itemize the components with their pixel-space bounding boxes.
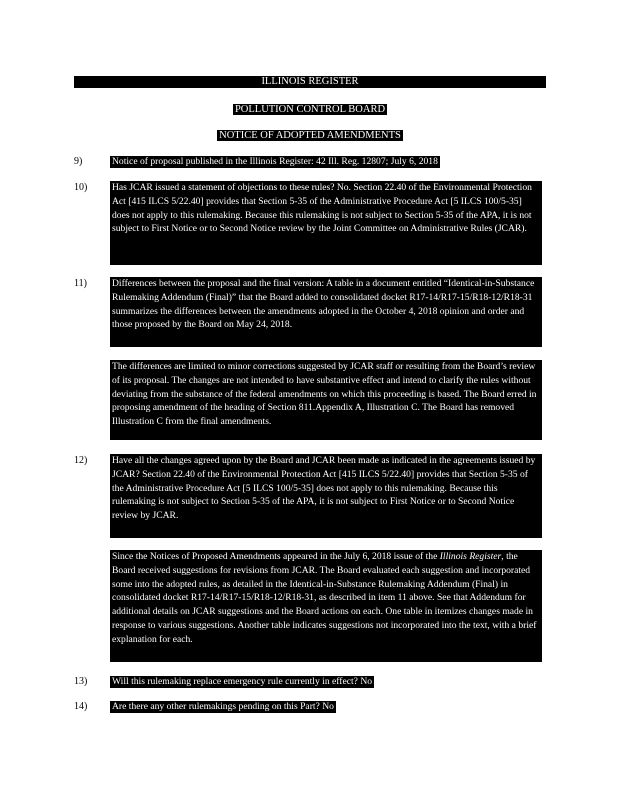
item-14-text: Are there any other rulemakings pending on this Part? No xyxy=(112,701,334,712)
register-name-italic: Illinois Register xyxy=(439,551,502,562)
register-title-text: ILLINOIS REGISTER xyxy=(261,76,359,87)
item-12-continuation xyxy=(110,550,542,662)
agency-title xyxy=(74,104,546,116)
item-13-text: Will this rulemaking replace emergency rule currently in effect? No xyxy=(112,676,373,687)
register-title xyxy=(74,76,546,88)
item-number: 14) xyxy=(74,701,88,712)
continuation-text-part: , the Board received suggestions for revisions from JCAR. The Board evaluated each suggestion and incorporated some into the adopted rules, as detailed in the Identical-in-Substance Rulemaking Addendum (Final) in consolidated docket R17-14/R17-15/R18-12/R18-31, as described in item 11 above. See that Addendum for additional details on JCAR suggestions and the Board actions on each. One table in itemizes changes made in response to various suggestions. Another table indicates suggestions not incorporated into the text, with a brief explanation for each. xyxy=(112,551,537,645)
item-12-text: Have all the changes agreed upon by the Board and JCAR been made as indicated in the agreements issued by JCAR? Section 22.40 of the Environmental Protection Act [415 ILCS 5/22.40] provides that Section 5-35 of the Administrative Procedure Act [5 ILCS 100/5-35] does not apply to this rulemaking. Because this rulemaking is not subject to Section 5-35 of the APA, it is not subject to First Notice or to Second Notice review by JCAR. xyxy=(110,454,542,538)
item-11-continuation: The differences are limited to minor corrections suggested by JCAR staff or resulting from the Board’s review of its proposal. The changes are not intended to have substantive effect and intend to clarify the rules without deviating from the substance of the federal amendments on which this proceeding is based. The Board erred in proposing amendment of the heading of Section 811.Appendix A, Illustration C. The Board has removed Illustration C from the final amendments. xyxy=(110,360,542,440)
notice-title xyxy=(74,130,546,142)
item-number: 10) xyxy=(74,182,88,193)
item-number: 11) xyxy=(74,278,87,289)
continuation-text-part: Since the Notices of Proposed Amendments appeared in the July 6, 2018 issue of the xyxy=(112,551,440,562)
item-number: 9) xyxy=(74,156,83,167)
agency-title-text: POLLUTION CONTROL BOARD xyxy=(234,104,386,115)
item-11-text: Differences between the proposal and the final version: A table in a document entitled “Identical-in-Substance Rulemaking Addendum (Final)” that the Board added to consolidated docket R17-14/R17-15/R18-12/R18-31 summarizes the differences between the amendments adopted in the October 4, 2018 opinion and order and those proposed by the Board on May 24, 2018. xyxy=(110,277,542,347)
notice-title-text: NOTICE OF ADOPTED AMENDMENTS xyxy=(219,130,401,141)
item-9-text: Notice of proposal published in the Illinois Register: 42 Ill. Reg. 12807; July 6, 2018 xyxy=(112,156,438,167)
item-number: 13) xyxy=(74,676,88,687)
item-number: 12) xyxy=(74,455,88,466)
item-10-text: Has JCAR issued a statement of objections to these rules? No. Section 22.40 of the Environmental Protection Act [415 ILCS 5/22.40] provides that Section 5-35 of the Administrative Procedure Act [5 ILCS 100/5-35] does not apply to this rulemaking. Because this rulemaking is not subject to Section 5-35 of the APA, it is not subject to First Notice or to Second Notice review by the Joint Committee on Administrative Rules (JCAR). xyxy=(110,181,542,265)
